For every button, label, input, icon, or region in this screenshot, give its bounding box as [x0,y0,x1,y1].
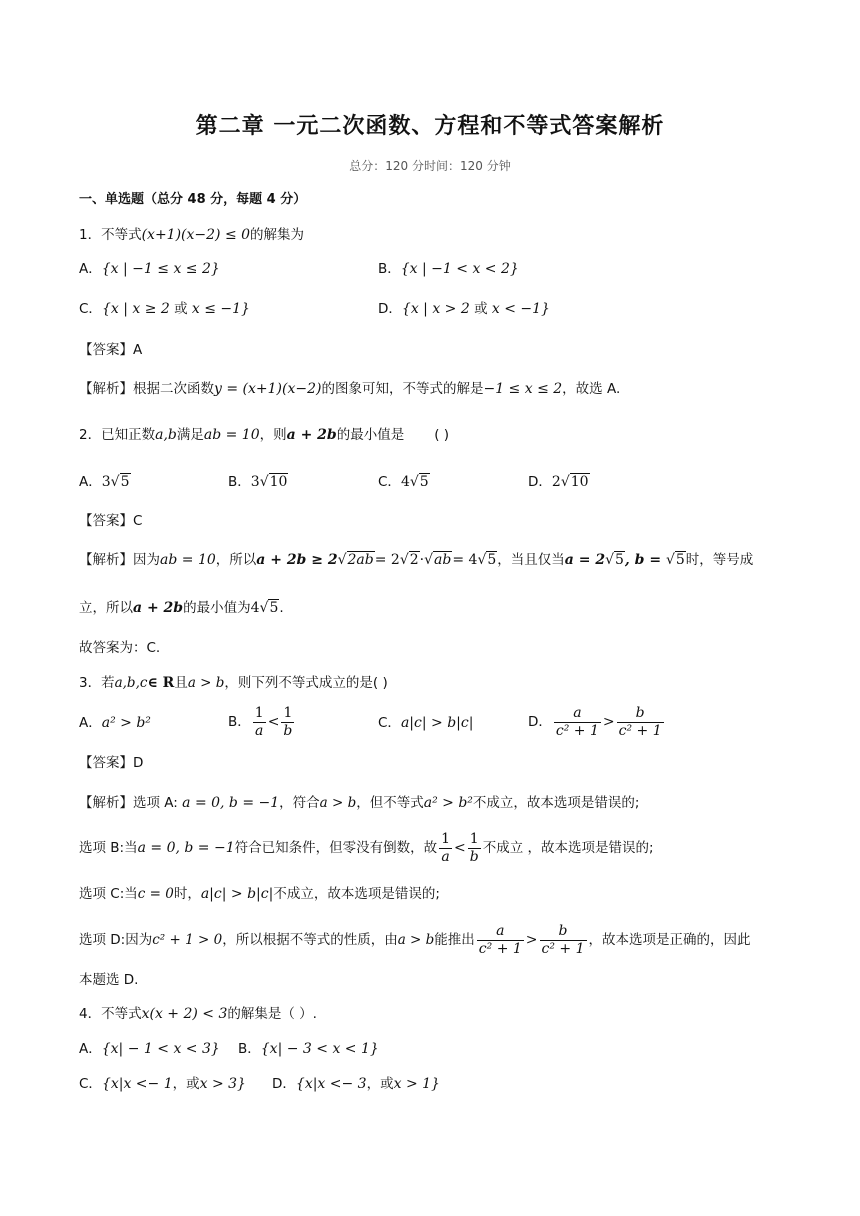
sqrt-sign: √ [560,474,570,490]
expl-text-3: 不成立 ，故本选项是错误的; [482,840,654,856]
q2-stem [79,425,449,445]
q3-option-a [79,713,151,733]
numerator: b [558,922,568,939]
expl-text-4: ，故本选项是正确的，因此 [588,932,751,948]
expl-text-3: 能推出 [434,932,475,948]
q2-text-4: 的最小值是 [336,427,405,443]
section-heading: 一、单选题（总分 48 分，每题 4 分） [79,192,307,207]
q2-math-3: a + 2b [286,427,337,443]
option-label: C． [378,474,401,490]
denominator: c² + 1 [478,940,522,957]
option-math-2: x < −1} [491,301,550,317]
expl-text-3: ，当且仅当 [497,552,565,568]
expl-text-3: 不成立，故本选项是错误的; [273,886,440,902]
expl-math: ab = 10 [160,552,216,568]
expl-math-5: = 4 [452,552,478,568]
denominator: b [469,848,479,865]
page-title: 第二章 一元二次函数、方程和不等式答案解析 [195,114,665,139]
option-coef: 2 [551,474,561,490]
q2-explanation [79,550,753,570]
q1-option-b [378,259,519,279]
option-text: ，或 [366,1076,394,1092]
q1-stem-text: 1．不等式 [79,227,142,243]
q4-option-d [272,1074,440,1094]
q3-explanation-4 [79,921,751,959]
numerator: 1 [283,704,293,721]
expl-text-3: ，故选 A. [562,381,621,397]
option-radicand: 5 [120,474,130,490]
expl-text-2: ，所以根据不等式的性质，由 [222,932,398,948]
expl-math-2: −1 ≤ x ≤ 2 [483,381,563,397]
q3-math-2: a > b [187,675,225,691]
q1-answer: 【答案】A [79,342,143,358]
q2-text-3: ，则 [259,427,287,443]
option-math: a² > b² [101,715,151,731]
expl-math-2: a > b [319,795,357,811]
option-label: A． [79,261,102,277]
q3-math: a,b,c [114,675,148,691]
option-text: 或 [474,301,488,317]
expl-text-2: ，符合 [279,795,320,811]
expl-radicand-6: 5 [675,552,685,568]
q3-text: 3．若 [79,675,115,691]
q1-explanation [79,379,620,399]
expl-text: 【解析】根据二次函数 [79,381,214,397]
q3-text-2: 且 [174,675,188,691]
denominator: a [253,722,266,740]
denominator: a [439,848,452,866]
q3-text-3: ，则下列不等式成立的是( ) [224,675,388,691]
sqrt-sign: √ [337,552,347,568]
option-label: B． [238,1041,261,1057]
expl-math-2: a + 2b ≥ 2 [256,552,338,568]
option-radicand: 10 [570,474,589,490]
expl-math: c² + 1 > 0 [152,932,223,948]
expl-text-2: 时， [173,886,201,902]
expl-math: a = 0, b = −1 [137,840,235,856]
q2-option-b [228,472,288,492]
q2-math-2: ab = 10 [203,427,260,443]
expl-radicand: 5 [269,600,279,616]
option-math-2: x > 3} [199,1076,246,1092]
q2-final: 故答案为：C. [79,640,161,656]
option-math-2: x ≤ −1} [191,301,250,317]
numerator: 1 [254,704,264,721]
q3-option-d [528,703,666,741]
option-math: {x|x <− 1 [101,1076,173,1092]
sqrt-sign: √ [605,552,614,568]
fraction [477,923,524,958]
fraction [253,705,266,740]
sqrt-sign: √ [409,474,419,490]
q3-explanation-2 [79,829,654,867]
q3-explanation-5: 本题选 D. [79,972,139,988]
option-coef: 3 [250,474,260,490]
option-radicand: 5 [419,474,429,490]
expl-text-3: ，但不等式 [356,795,424,811]
expl-radicand-2: 2 [409,552,419,568]
option-coef: 4 [400,474,410,490]
expl-radicand-5: 5 [615,552,624,568]
q2-text-2: 满足 [176,427,204,443]
option-label: A． [79,1041,102,1057]
option-text: 或 [174,301,188,317]
page-subtitle: 总分：120 分时间：120 分钟 [349,159,511,173]
operator: < [454,840,466,856]
q2-option-d [528,472,590,492]
operator: > [525,932,538,948]
numerator: a [496,922,505,939]
option-math: {x | x ≥ 2 [101,301,170,317]
q4-math: x(x + 2) < 3 [141,1006,228,1022]
option-math: a|c| > b|c| [400,715,474,731]
q2-option-a [79,472,131,492]
q2-math: a,b [155,427,177,443]
expl-radicand-3: ab [434,552,452,568]
numerator: a [573,704,582,721]
operator: < [267,714,280,730]
option-math: {x | x > 2 [401,301,470,317]
denominator: c² + 1 [618,722,662,739]
fraction-2 [468,831,481,866]
expl-text-2: 的图象可知，不等式的解是 [321,381,484,397]
expl-text: 立，所以 [79,600,133,616]
q4-option-a [79,1039,220,1059]
expl-math-4: · [419,552,425,568]
expl-math-3: = 2 [374,552,400,568]
option-text: ，或 [172,1076,200,1092]
option-label: C． [79,301,102,317]
q1-option-a [79,259,220,279]
q3-explanation-3 [79,884,440,904]
option-label: B． [228,474,251,490]
expl-text-4: 时，等号成 [685,552,754,568]
q4-text-2: 的解集是（ ）. [227,1006,317,1022]
expl-text: 选项 D:因为 [79,932,153,948]
sqrt-sign: √ [665,552,675,568]
option-label: C． [378,715,401,731]
expl-text-2: 符合已知条件，但零没有倒数，故 [234,840,438,856]
expl-math: y = (x+1)(x−2) [214,381,322,397]
q3-option-b [228,703,296,741]
q4-stem [79,1004,317,1024]
sqrt-sign: √ [477,552,487,568]
numerator: 1 [441,830,451,847]
option-label: C． [79,1076,102,1092]
expl-radicand-4: 5 [487,552,497,568]
expl-math: c = 0 [137,886,174,902]
q1-stem-text-2: 的解集为 [250,227,305,243]
q2-answer: 【答案】C [79,513,143,529]
q4-option-c [79,1074,246,1094]
expl-math-6: a = 2 [564,552,606,568]
expl-text-2: ，所以 [215,552,257,568]
expl-text-3: . [279,600,284,616]
option-label: D． [272,1076,296,1092]
option-label: D． [528,714,552,730]
sqrt-sign: √ [399,552,409,568]
expl-radicand: 2ab [347,552,374,568]
option-radicand: 10 [269,474,288,490]
expl-math-2: a > b [397,932,435,948]
numerator: 1 [469,830,479,847]
expl-math-2: 4 [250,600,260,616]
fraction-2 [540,923,587,958]
q2-option-c [378,472,430,492]
q2-text: 2．已知正数 [79,427,156,443]
q4-text: 4．不等式 [79,1006,142,1022]
option-coef: 3 [101,474,111,490]
denominator: b [283,722,293,739]
q3-set: ∈ R [147,675,175,691]
sqrt-sign: √ [110,474,120,490]
expl-text: 【解析】选项 A: [79,795,178,811]
option-math: {x| − 1 < x < 3} [101,1041,220,1057]
numerator: b [635,704,645,721]
fraction-2 [617,705,664,740]
q2-explanation-2 [79,598,284,618]
fraction [554,705,601,740]
q3-option-c [378,713,473,733]
fraction [439,831,452,866]
q3-answer: 【答案】D [79,755,144,771]
expl-math: a = 0, b = −1 [182,795,280,811]
option-label: B． [378,261,401,277]
option-math: {x | −1 ≤ x ≤ 2} [101,261,220,277]
q2-paren: ( ) [434,427,450,443]
option-label: D． [528,474,552,490]
option-math-2: x > 1} [393,1076,440,1092]
expl-math-2: a|c| > b|c| [200,886,274,902]
expl-text: 【解析】因为 [79,552,160,568]
option-label: A． [79,474,102,490]
sqrt-sign: √ [259,474,269,490]
q3-explanation-1 [79,793,639,813]
option-math: {x| − 3 < x < 1} [260,1041,379,1057]
q1-stem [79,225,304,245]
expl-text-4: 不成立，故本选项是错误的; [472,795,640,811]
sqrt-sign: √ [424,552,434,568]
q4-option-b [238,1039,379,1059]
denominator: c² + 1 [541,940,585,957]
option-math: {x | −1 < x < 2} [400,261,519,277]
operator: > [602,714,615,730]
expl-text: 选项 C:当 [79,886,138,902]
q1-stem-math: (x+1)(x−2) ≤ 0 [141,227,251,243]
expl-text: 选项 B:当 [79,840,138,856]
option-label: B． [228,714,251,730]
option-label: D． [378,301,402,317]
expl-math: a + 2b [133,600,184,616]
q3-stem [79,673,388,693]
denominator: c² + 1 [555,722,599,739]
q1-option-c [79,299,250,319]
fraction-2 [281,705,294,740]
sqrt-sign: √ [259,600,269,616]
expl-math-3: a² > b² [423,795,473,811]
option-math: {x|x <− 3 [295,1076,367,1092]
expl-math-7: , b = [624,552,666,568]
expl-text-2: 的最小值为 [183,600,251,616]
q1-option-d [378,299,550,319]
option-label: A． [79,715,102,731]
